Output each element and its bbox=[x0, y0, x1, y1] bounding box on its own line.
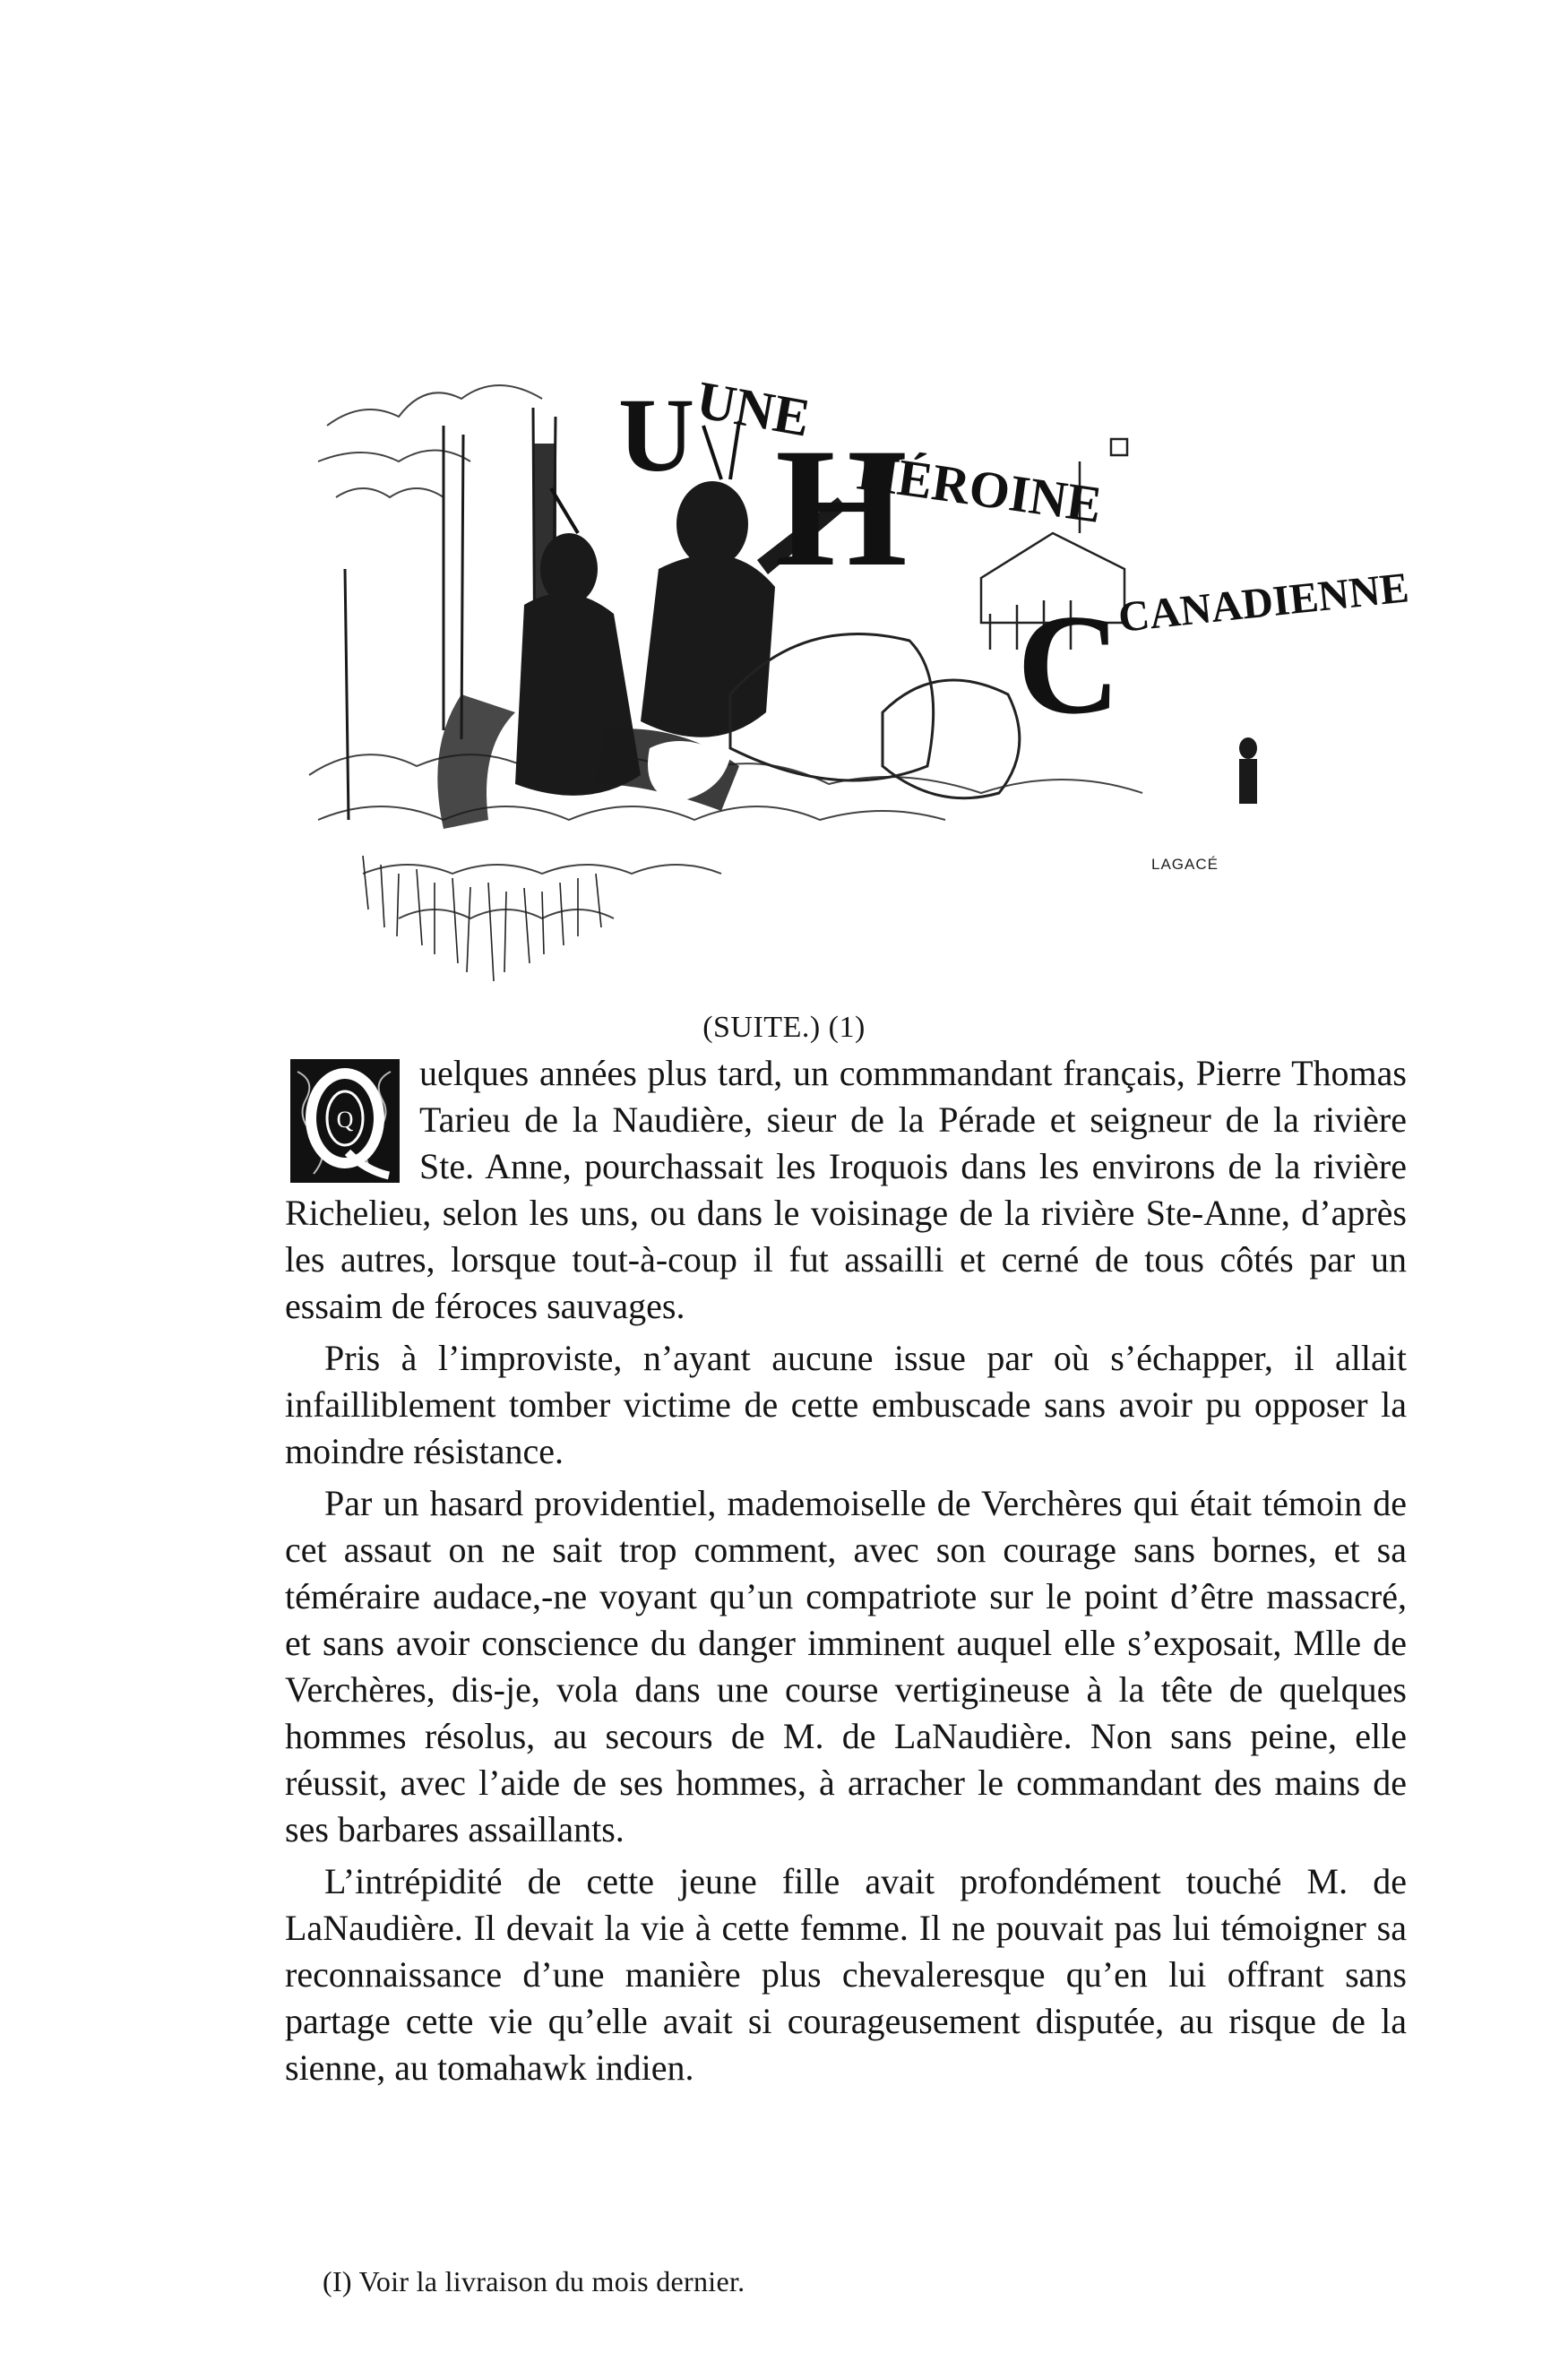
paragraph-4: L’intrépidité de cette jeune fille avait profondément touché M. de LaNaudière. Il devait la vie à cette femme. Il ne pouvait pas lui témoigner sa reconnaissance d’une manière plus chevaleresque qu’en lui offrant sans partage cette vie qu’elle avait si courageusement disputée, au risque de la sienne, au tomahawk indien. bbox=[285, 1861, 1407, 2088]
title-word-canadienne: CANADIENNE bbox=[1116, 564, 1411, 642]
suite-text: (SUITE.) bbox=[702, 1011, 821, 1044]
title-illustration bbox=[309, 354, 1411, 999]
title-letter-u: U bbox=[618, 376, 695, 494]
paragraph-3: Par un hasard providentiel, mademoiselle de Verchères qui était témoin de cet assaut on ne sait trop comment, avec son courage sans bornes, et sa téméraire audace,-ne voyant qu’un compatriote sur le point d’être massacré, et sans avoir conscience du danger imminent auquel elle s’exposait, Mlle de Verchères, dis-je, vola dans une course vertigineuse à la tête de quelques hommes résolus, au secours de M. de LaNaudière. Non sans peine, elle réussit, avec l’aide de ses hommes, à arracher le commandant des mains de ses barbares assaillants. bbox=[285, 1483, 1407, 1849]
continuation-label bbox=[0, 1011, 1568, 1045]
title-word-une: UNE bbox=[692, 369, 814, 448]
footnote-reference: (1) bbox=[828, 1011, 866, 1044]
paragraph-1 bbox=[285, 1050, 1407, 1330]
footnote: (I) Voir la livraison du mois dernier. bbox=[323, 2265, 745, 2297]
paragraph-1-text: uelques années plus tard, un commmandant français, Pierre Thomas Tarieu de la Naudière, sieur de la Pérade et seigneur de la rivière Ste. Anne, pourchassait les Iroquois dans les environs de la rivière Richelieu, selon les uns, ou dans le voisinage de la rivière Ste-Anne, d’après les autres, lorsque tout-à-coup il fut assailli et cerné de tous côtés par un essaim de féroces sauvages. bbox=[285, 1053, 1407, 1326]
engraving-image bbox=[309, 354, 1411, 999]
title-letter-h: H bbox=[775, 414, 908, 602]
title-word-heroine: HÉROINE bbox=[854, 442, 1106, 535]
dropcap-letter: Q bbox=[336, 1107, 354, 1133]
ornamental-dropcap bbox=[285, 1054, 405, 1188]
title-letter-c: C bbox=[1017, 584, 1121, 744]
article-body bbox=[285, 1050, 1407, 2097]
paragraph-2: Pris à l’improviste, n’ayant aucune issue par où s’échapper, il allait infailliblement tomber victime de cette embuscade sans avoir pu opposer la moindre résistance. bbox=[285, 1338, 1407, 1471]
artist-signature: LAGACÉ bbox=[1151, 856, 1219, 873]
